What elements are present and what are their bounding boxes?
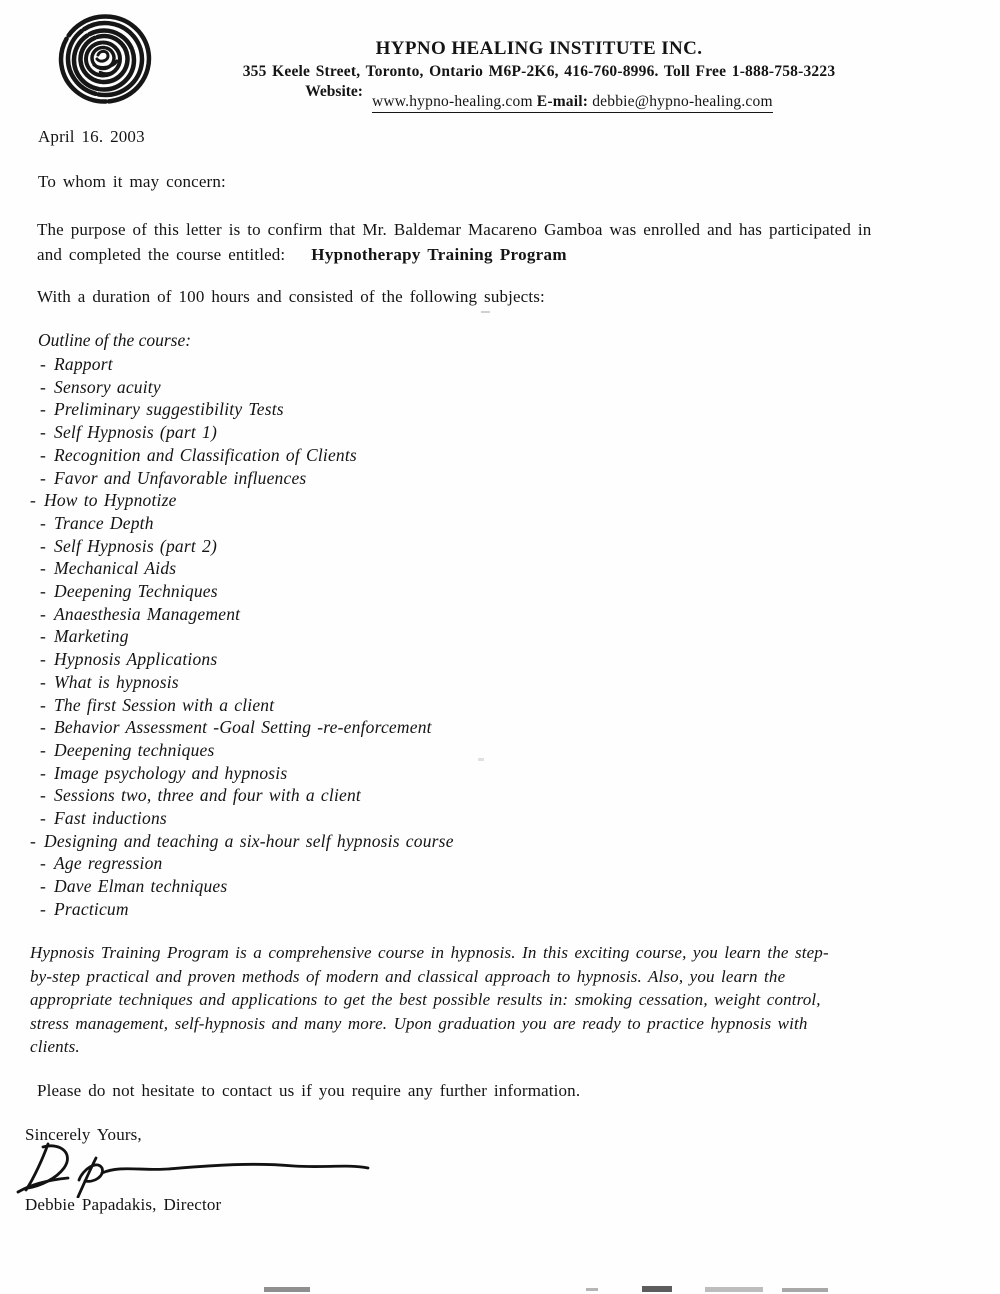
outline-item-text: Fast inductions <box>54 808 167 829</box>
scan-artifact <box>586 1288 598 1291</box>
list-dash: - <box>30 830 37 851</box>
description-line: appropriate techniques and applications to get the best possible results in: smoking cessation, weight control, <box>30 990 821 1010</box>
outline-item <box>30 830 454 853</box>
list-dash: - <box>30 490 37 511</box>
outline-item <box>40 807 454 830</box>
outline-item <box>40 694 454 717</box>
outline-item-text: Mechanical Aids <box>54 558 177 579</box>
website-url: www.hypno-healing.com <box>371 93 533 110</box>
email-address: debbie@hypno-healing.com <box>592 93 773 110</box>
outline-item-text: Preliminary suggestibility Tests <box>54 399 284 420</box>
description-line: clients. <box>30 1037 80 1057</box>
outline-item <box>40 898 454 921</box>
scan-artifact <box>478 758 484 761</box>
outline-item-text: How to Hypnotize <box>44 490 177 511</box>
website-label: Website: <box>305 83 363 100</box>
outline-item <box>40 376 454 399</box>
list-dash: - <box>40 853 47 874</box>
intro-paragraph <box>37 217 967 267</box>
list-dash: - <box>40 898 47 919</box>
outline-item-text: The first Session with a client <box>54 694 275 715</box>
outline-item <box>40 535 454 558</box>
letterhead <box>0 38 1000 110</box>
scan-artifact <box>481 311 490 313</box>
list-dash: - <box>40 603 47 624</box>
outline-item-text: Trance Depth <box>54 512 154 533</box>
scan-artifact <box>264 1287 310 1292</box>
description-line: stress management, self-hypnosis and many more. Upon graduation you are ready to practice hypnosis with <box>30 1013 808 1033</box>
outline-item <box>40 444 454 467</box>
valediction: Sincerely Yours, <box>25 1125 142 1144</box>
outline-item-text: Sessions two, three and four with a client <box>54 785 361 806</box>
outline-item-text: Self Hypnosis (part 1) <box>54 422 217 443</box>
outline-item-text: Dave Elman techniques <box>54 876 228 897</box>
list-dash: - <box>40 739 47 760</box>
outline-item <box>40 580 454 603</box>
scan-artifact <box>782 1288 828 1292</box>
outline-item-text: Behavior Assessment -Goal Setting -re-enforcement <box>54 717 432 738</box>
outline-item-text: Marketing <box>54 626 129 647</box>
list-dash: - <box>40 671 47 692</box>
outline-item <box>40 398 454 421</box>
letter-date: April 16. 2003 <box>38 127 145 146</box>
intro-line-2 <box>37 242 967 267</box>
website-email-row <box>78 83 1000 110</box>
outline-item-text: Rapport <box>54 354 113 374</box>
list-dash: - <box>40 581 47 602</box>
description-line: Hypnosis Training Program is a comprehensive course in hypnosis. In this exciting course, you learn the step- <box>30 943 829 962</box>
signer-name: Debbie Papadakis, Director <box>25 1195 222 1214</box>
outline-item <box>40 467 454 490</box>
list-dash: - <box>40 808 47 829</box>
intro-line-2-prefix: and completed the course entitled: <box>37 245 286 264</box>
list-dash: - <box>40 354 47 374</box>
outline-item <box>40 762 454 785</box>
list-dash: - <box>40 535 47 556</box>
salutation: To whom it may concern: <box>38 172 226 191</box>
scan-artifact <box>642 1286 672 1292</box>
course-title: Hypnotherapy Training Program <box>311 245 567 264</box>
scan-artifact <box>705 1287 763 1292</box>
outline-item-text: Anaesthesia Management <box>54 603 241 624</box>
list-dash: - <box>40 626 47 647</box>
outline-item-text: Favor and Unfavorable influences <box>54 467 307 488</box>
course-outline-list <box>30 353 454 921</box>
website-email-link <box>372 93 773 113</box>
outline-item-text: Designing and teaching a six-hour self hypnosis course <box>44 830 454 851</box>
list-dash: - <box>40 558 47 579</box>
list-dash: - <box>40 762 47 783</box>
outline-item <box>40 739 454 762</box>
outline-item-text: Image psychology and hypnosis <box>54 762 288 783</box>
outline-item <box>40 625 454 648</box>
list-dash: - <box>40 422 47 443</box>
outline-item-text: Deepening techniques <box>54 739 215 760</box>
list-dash: - <box>40 649 47 670</box>
organization-title: HYPNO HEALING INSTITUTE INC. <box>375 38 703 59</box>
list-dash: - <box>40 717 47 738</box>
outline-item <box>40 852 454 875</box>
list-dash: - <box>40 444 47 465</box>
outline-item-text: Sensory acuity <box>54 376 161 397</box>
list-dash: - <box>40 399 47 420</box>
outline-item <box>40 421 454 444</box>
list-dash: - <box>40 376 47 397</box>
list-dash: - <box>40 876 47 897</box>
email-label: E-mail: <box>536 93 589 110</box>
outline-item-text: Self Hypnosis (part 2) <box>54 535 217 556</box>
outline-item <box>40 353 454 376</box>
outline-item <box>40 648 454 671</box>
list-dash: - <box>40 467 47 488</box>
intro-line-1: The purpose of this letter is to confirm that Mr. Baldemar Macareno Gamboa was enrolled and has participated in <box>37 220 872 239</box>
list-dash: - <box>40 785 47 806</box>
outline-item-text: Age regression <box>54 853 163 874</box>
outline-item <box>40 716 454 739</box>
description-line: by-step practical and proven methods of modern and classical approach to hypnosis. Also, you learn the <box>30 966 786 986</box>
list-dash: - <box>40 512 47 533</box>
duration-line: With a duration of 100 hours and consisted of the following subjects: <box>37 287 545 306</box>
outline-item <box>40 671 454 694</box>
handwritten-signature-icon <box>16 1138 376 1203</box>
outline-item-text: What is hypnosis <box>54 671 179 692</box>
outline-item <box>40 784 454 807</box>
outline-item-text: Recognition and Classification of Clients <box>54 444 357 465</box>
outline-heading: Outline of the course: <box>38 330 192 350</box>
closing-line: Please do not hesitate to contact us if you require any further information. <box>37 1081 581 1100</box>
outline-item <box>40 875 454 898</box>
outline-item <box>30 489 454 512</box>
program-description <box>30 941 960 1059</box>
outline-item <box>40 512 454 535</box>
organization-address: 355 Keele Street, Toronto, Ontario M6P-2K6, 416-760-8996. Toll Free 1-888-758-3223 <box>242 63 836 80</box>
outline-item-text: Deepening Techniques <box>54 581 218 602</box>
list-dash: - <box>40 694 47 715</box>
outline-item-text: Hypnosis Applications <box>54 649 218 670</box>
outline-item-text: Practicum <box>54 898 129 919</box>
outline-item <box>40 603 454 626</box>
outline-item <box>40 557 454 580</box>
